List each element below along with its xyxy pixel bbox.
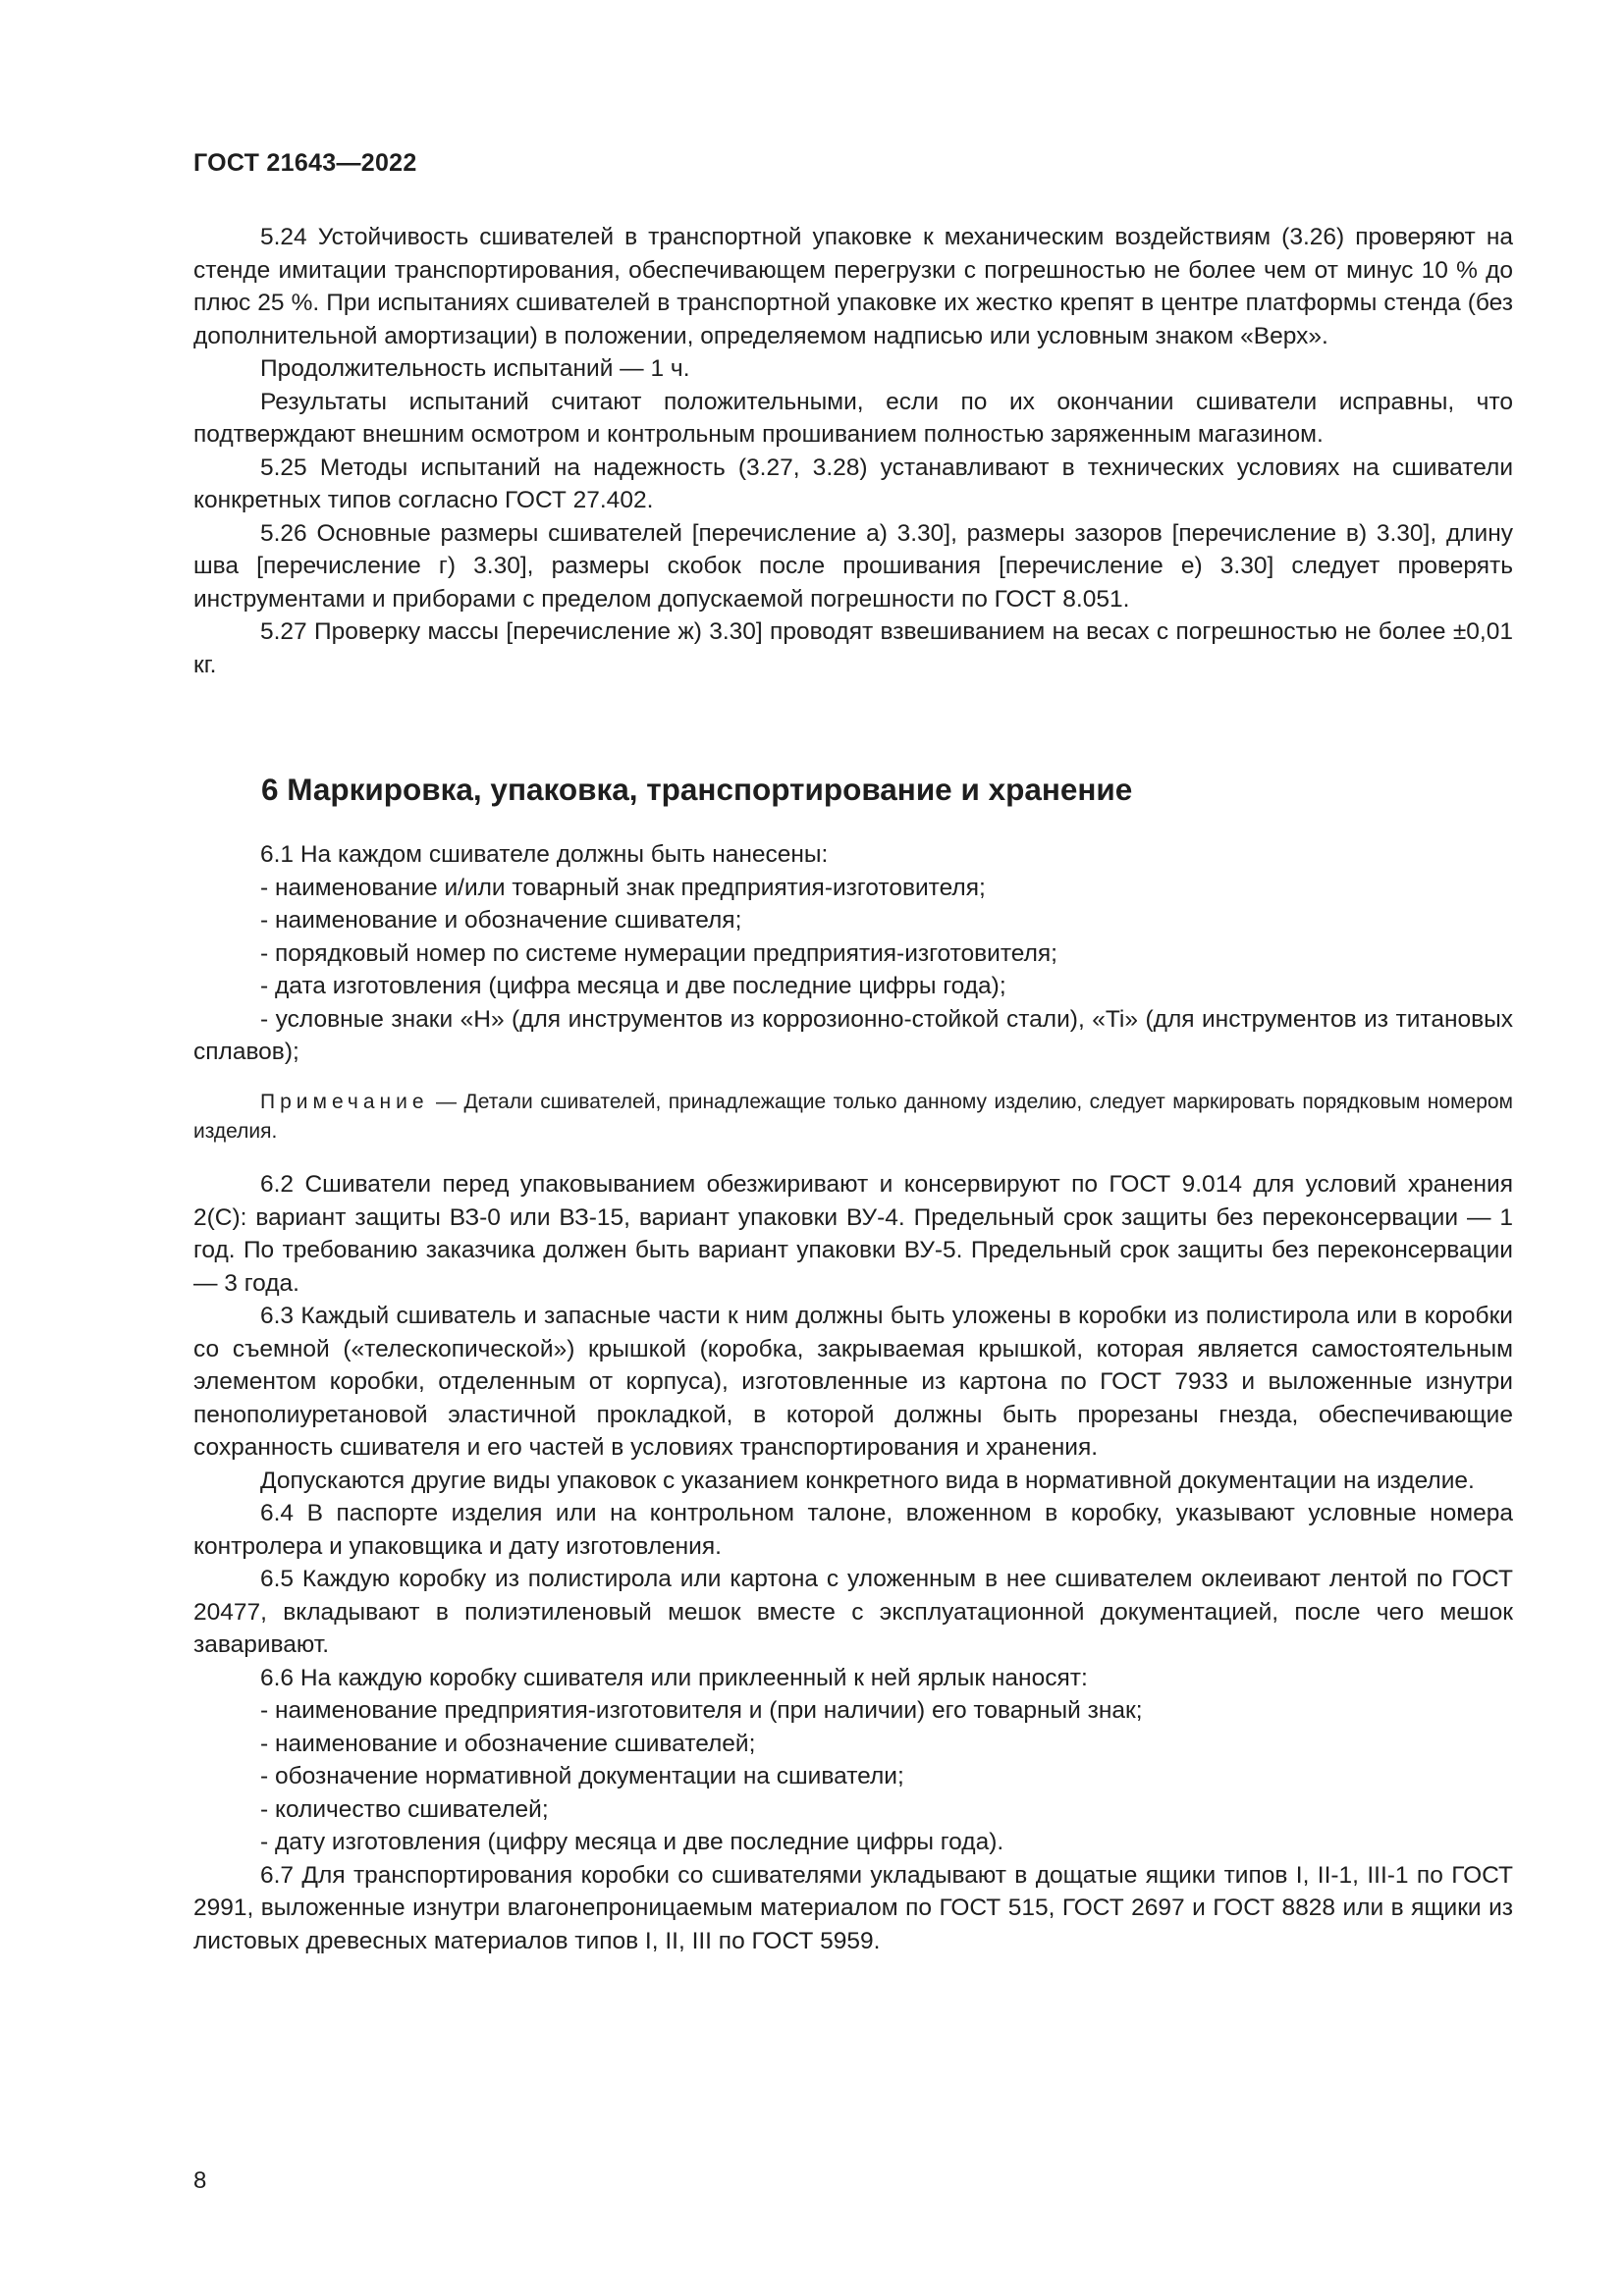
list-item: - порядковый номер по системе нумерации предприятия-изготовителя; <box>260 939 1057 967</box>
list-item: - обозначение нормативной документации на сшиватели; <box>260 1763 904 1789</box>
list-item: - наименование и обозначение сшивателей; <box>260 1730 756 1757</box>
list-item: - дату изготовления (цифру месяца и две последние цифры года). <box>260 1829 1004 1855</box>
paragraph-6-1: 6.1 На каждом сшивателе должны быть нанесены: <box>260 841 829 868</box>
paragraph-6-6: 6.6 На каждую коробку сшивателя или приклеенный к ней ярлык наносят: <box>260 1664 1088 1691</box>
paragraph-5-25: 5.25 Методы испытаний на надежность (3.27, 3.28) устанавливают в технических условиях на сшиватели конкретных типов согласно ГОСТ 27.402. <box>193 454 1513 513</box>
paragraph-results: Результаты испытаний считают положительными, если по их окончании сшиватели исправны, что подтверждают внешним осмотром и контрольным прошиванием полностью заряженным магазином. <box>193 388 1513 448</box>
document-header: ГОСТ 21643—2022 <box>193 149 417 177</box>
paragraph-duration: Продолжительность испытаний — 1 ч. <box>260 355 690 382</box>
section-6-text <box>193 1168 1513 1957</box>
paragraph-other-packaging: Допускаются другие виды упаковок с указанием конкретного вида в нормативной документации на изделие. <box>260 1467 1475 1494</box>
list-item: - дата изготовления (цифра месяца и две последние цифры года); <box>260 973 1006 999</box>
list-item: - наименование предприятия-изготовителя и (при наличии) его товарный знак; <box>260 1697 1143 1724</box>
section-5-text <box>193 221 1513 681</box>
paragraph-6-3: 6.3 Каждый сшиватель и запасные части к ним должны быть уложены в коробки из полистирола или в коробки со съемной («телескопической») крышкой (коробка, закрываемая крышкой, которая является самостоятельным элементом коробки, отделенным от корпуса), изготовленные из картона по ГОСТ 7933 и выложенные изнутри пенополиуретановой эластичной прокладкой, в которой должны быть прорезаны гнезда, обеспечивающие сохранность сшивателя и его частей в условиях транспортирования и хранения. <box>193 1303 1513 1461</box>
note-block <box>193 1088 1513 1147</box>
section-6-1-list <box>193 838 1513 1069</box>
paragraph-6-4: 6.4 В паспорте изделия или на контрольном талоне, вложенном в коробку, указывают условные номера контролера и упаковщика и дату изготовления. <box>193 1500 1513 1560</box>
note-text: — Детали сшивателей, принадлежащие только данному изделию, следует маркировать порядковым номером изделия. <box>193 1091 1513 1143</box>
list-item: - наименование и обозначение сшивателя; <box>260 907 742 934</box>
list-item: - наименование и/или товарный знак предприятия-изготовителя; <box>260 874 986 901</box>
paragraph-6-2: 6.2 Сшиватели перед упаковыванием обезжиривают и консервируют по ГОСТ 9.014 для условий хранения 2(С): вариант защиты ВЗ-0 или ВЗ-15, вариант упаковки ВУ-4. Предельный срок защиты без переконсервации — 1 год. По требованию заказчика должен быть вариант упаковки ВУ-5. Предельный срок защиты без переконсервации — 3 года. <box>193 1171 1513 1297</box>
paragraph-5-26: 5.26 Основные размеры сшивателей [перечисление а) 3.30], размеры зазоров [перечисление в) 3.30], длину шва [перечисление г) 3.30], размеры скобок после прошивания [перечисление е) 3.30] следует проверять инструментами и приборами с пределом допускаемой погрешности по ГОСТ 8.051. <box>193 519 1513 613</box>
list-item: - количество сшивателей; <box>260 1795 549 1823</box>
page-number: 8 <box>193 2167 207 2194</box>
list-item: - условные знаки «Н» (для инструментов из коррозионно-стойкой стали), «Ti» (для инструментов из титановых сплавов); <box>193 1005 1513 1065</box>
section-6-heading: 6 Маркировка, упаковка, транспортирование и хранение <box>261 772 1133 807</box>
paragraph-5-27: 5.27 Проверку массы [перечисление ж) 3.30] проводят взвешиванием на весах с погрешностью не более ±0,01 кг. <box>193 618 1513 678</box>
paragraph-5-24: 5.24 Устойчивость сшивателей в транспортной упаковке к механическим воздействиям (3.26) проверяют на стенде имитации транспортирования, обеспечивающем перегрузки с погрешностью не более чем от минус 10 % до плюс 25 %. При испытаниях сшивателей в транспортной упаковке их жестко крепят в центре платформы стенда (без дополнительной амортизации) в положении, определяемом надписью или условным знаком «Верх». <box>193 224 1513 349</box>
note-label: Примечание <box>260 1091 429 1113</box>
paragraph-6-7: 6.7 Для транспортирования коробки со сшивателями укладывают в дощатые ящики типов I, II-1, III-1 по ГОСТ 2991, выложенные изнутри влагонепроницаемым материалом по ГОСТ 515, ГОСТ 2697 и ГОСТ 8828 или в ящики из листовых древесных материалов типов I, II, III по ГОСТ 5959. <box>193 1861 1513 1954</box>
paragraph-6-5: 6.5 Каждую коробку из полистирола или картона с уложенным в нее сшивателем оклеивают лентой по ГОСТ 20477, вкладывают в полиэтиленовый мешок вместе с эксплуатационной документацией, после чего мешок заваривают. <box>193 1566 1513 1658</box>
